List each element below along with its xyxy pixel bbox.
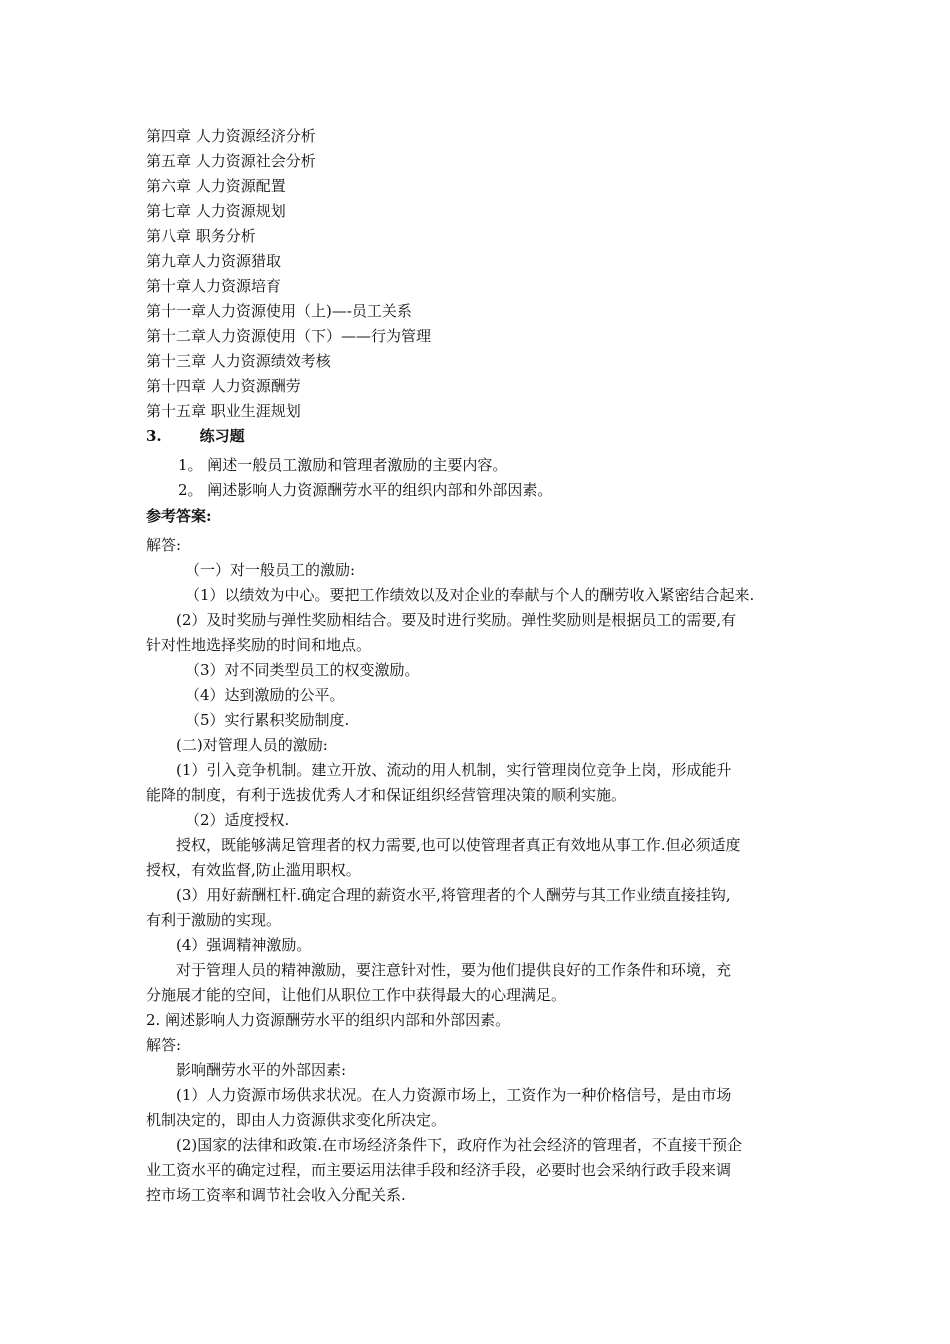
answer-line: (二)对管理人员的激励: — [176, 736, 328, 754]
answer-line: （1）以绩效为中心。要把工作绩效以及对企业的奉献与个人的酬劳收入紧密结合起来. — [185, 586, 755, 604]
answer-line: (1）引入竞争机制。建立开放、流动的用人机制，实行管理岗位竞争上岗，形成能升 — [176, 761, 732, 779]
question-2-line: 2. 阐述影响人力资源酬劳水平的组织内部和外部因素。 — [146, 1011, 511, 1029]
answer-line: 能降的制度，有利于选拔优秀人才和保证组织经营管理决策的顺利实施。 — [146, 786, 627, 804]
answer-line: （5）实行累积奖励制度. — [185, 711, 350, 729]
answer-line: 业工资水平的确定过程，而主要运用法律手段和经济手段，必要时也会采纳行政手段来调 — [146, 1161, 732, 1179]
answer-line: (3）用好薪酬杠杆.确定合理的薪资水平,将管理者的个人酬劳与其工作业绩直接挂钩, — [176, 886, 731, 904]
chapter-line: 第十二章人力资源使用（下）——行为管理 — [146, 327, 432, 345]
question-item: 2。 阐述影响人力资源酬劳水平的组织内部和外部因素。 — [178, 481, 553, 499]
answers-heading: 参考答案: — [146, 507, 212, 525]
answer-line: 授权，有效监督,防止滥用职权。 — [146, 861, 361, 879]
answer-line: 影响酬劳水平的外部因素: — [176, 1061, 347, 1079]
chapter-line: 第七章 人力资源规划 — [146, 202, 286, 220]
answer-line: （一）对一般员工的激励: — [185, 561, 356, 579]
answer-line: (1）人力资源市场供求状况。在人力资源市场上，工资作为一种价格信号，是由市场 — [176, 1086, 732, 1104]
chapter-line: 第十五章 职业生涯规划 — [146, 402, 301, 420]
answer-line: 对于管理人员的精神激励，要注意针对性，要为他们提供良好的工作条件和环境，充 — [176, 961, 732, 979]
chapter-line: 第九章人力资源猎取 — [146, 252, 282, 270]
chapter-line: 第十四章 人力资源酬劳 — [146, 377, 301, 395]
answer-line: (2)国家的法律和政策.在市场经济条件下，政府作为社会经济的管理者，不直接干预企 — [176, 1136, 743, 1154]
chapter-line: 第四章 人力资源经济分析 — [146, 127, 316, 145]
answer-line: (4）强调精神激励。 — [176, 936, 312, 954]
chapter-line: 第六章 人力资源配置 — [146, 177, 286, 195]
answer-line: (2）及时奖励与弹性奖励相结合。要及时进行奖励。弹性奖励则是根据员工的需要,有 — [176, 611, 737, 629]
answer-line: （3）对不同类型员工的权变激励。 — [185, 661, 420, 679]
answer-line: （2）适度授权. — [185, 811, 290, 829]
answer-line: 机制决定的，即由人力资源供求变化所决定。 — [146, 1111, 447, 1129]
exercise-title: 练习题 — [199, 427, 245, 445]
chapter-line: 第八章 职务分析 — [146, 227, 256, 245]
answer-line: （4）达到激励的公平。 — [185, 686, 345, 704]
exercise-heading — [146, 427, 245, 445]
answer-line: 针对性地选择奖励的时间和地点。 — [146, 636, 372, 654]
answer-line: 授权，既能够满足管理者的权力需要,也可以使管理者真正有效地从事工作.但必须适度 — [176, 836, 741, 854]
answer-line: 分施展才能的空间，让他们从职位工作中获得最大的心理满足。 — [146, 986, 567, 1004]
answer-line: 控市场工资率和调节社会收入分配关系. — [146, 1186, 406, 1204]
chapter-line: 第十三章 人力资源绩效考核 — [146, 352, 331, 370]
answer-line: 有利于激励的实现。 — [146, 911, 282, 929]
exercise-number: 3. — [146, 427, 162, 445]
chapter-line: 第十章人力资源培育 — [146, 277, 282, 295]
question-item: 1。 阐述一般员工激励和管理者激励的主要内容。 — [178, 456, 508, 474]
chapter-line: 第五章 人力资源社会分析 — [146, 152, 316, 170]
chapter-line: 第十一章人力资源使用（上)—-员工关系 — [146, 302, 412, 320]
answer-label: 解答: — [146, 1036, 182, 1054]
answer-label: 解答: — [146, 536, 182, 554]
